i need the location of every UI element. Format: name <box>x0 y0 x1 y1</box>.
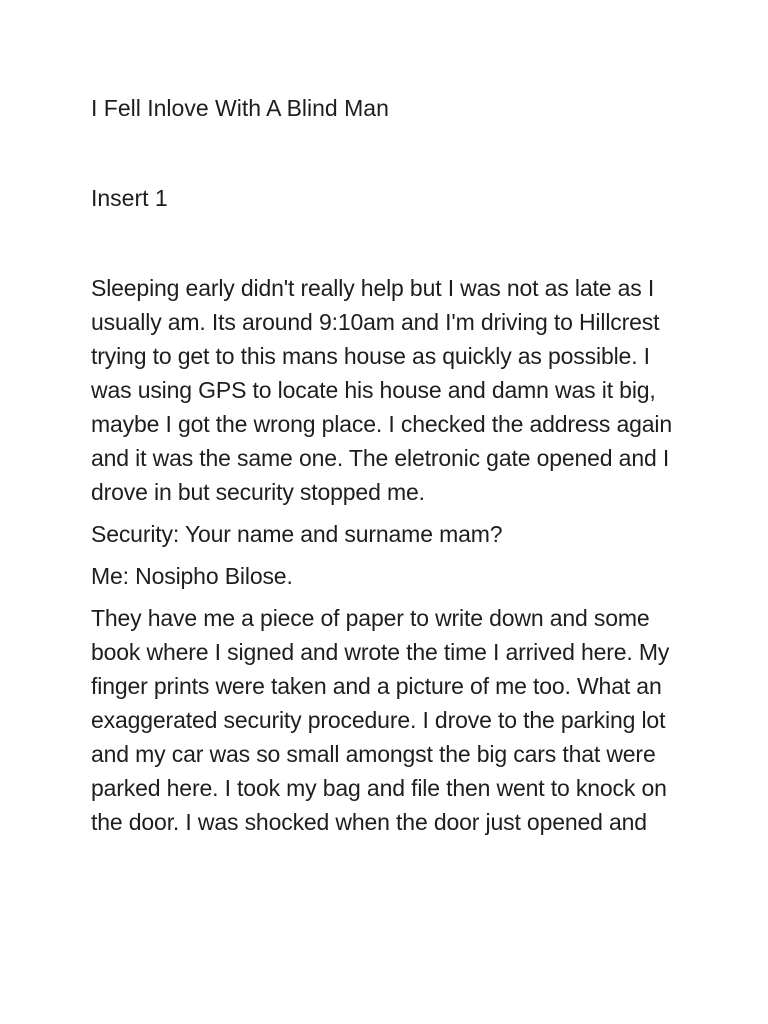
story-body <box>91 271 691 847</box>
paragraph: They have me a piece of paper to write down and some book where I signed and wrote the time I arrived here. My finger prints were taken and a picture of me too. What an exaggerated security procedure. I drove to the parking lot and my car was so small amongst the big cars that were parked here. I took my bag and file then went to knock on the door. I was shocked when the door just opened and <box>91 605 670 835</box>
paragraph: Security: Your name and surname mam? <box>91 521 503 547</box>
paragraph: Sleeping early didn't really help but I was not as late as I usually am. Its around 9:10am and I'm driving to Hillcrest trying to get to this mans house as quickly as possible. I was using GPS to locate his house and damn was it big, maybe I got the wrong place. I checked the address again and it was the same one. The eletronic gate opened and I drove in but security stopped me. <box>91 275 673 505</box>
insert-heading: Insert 1 <box>91 185 168 211</box>
story-title: I Fell Inlove With A Blind Man <box>91 95 389 121</box>
paragraph: Me: Nosipho Bilose. <box>91 563 293 589</box>
